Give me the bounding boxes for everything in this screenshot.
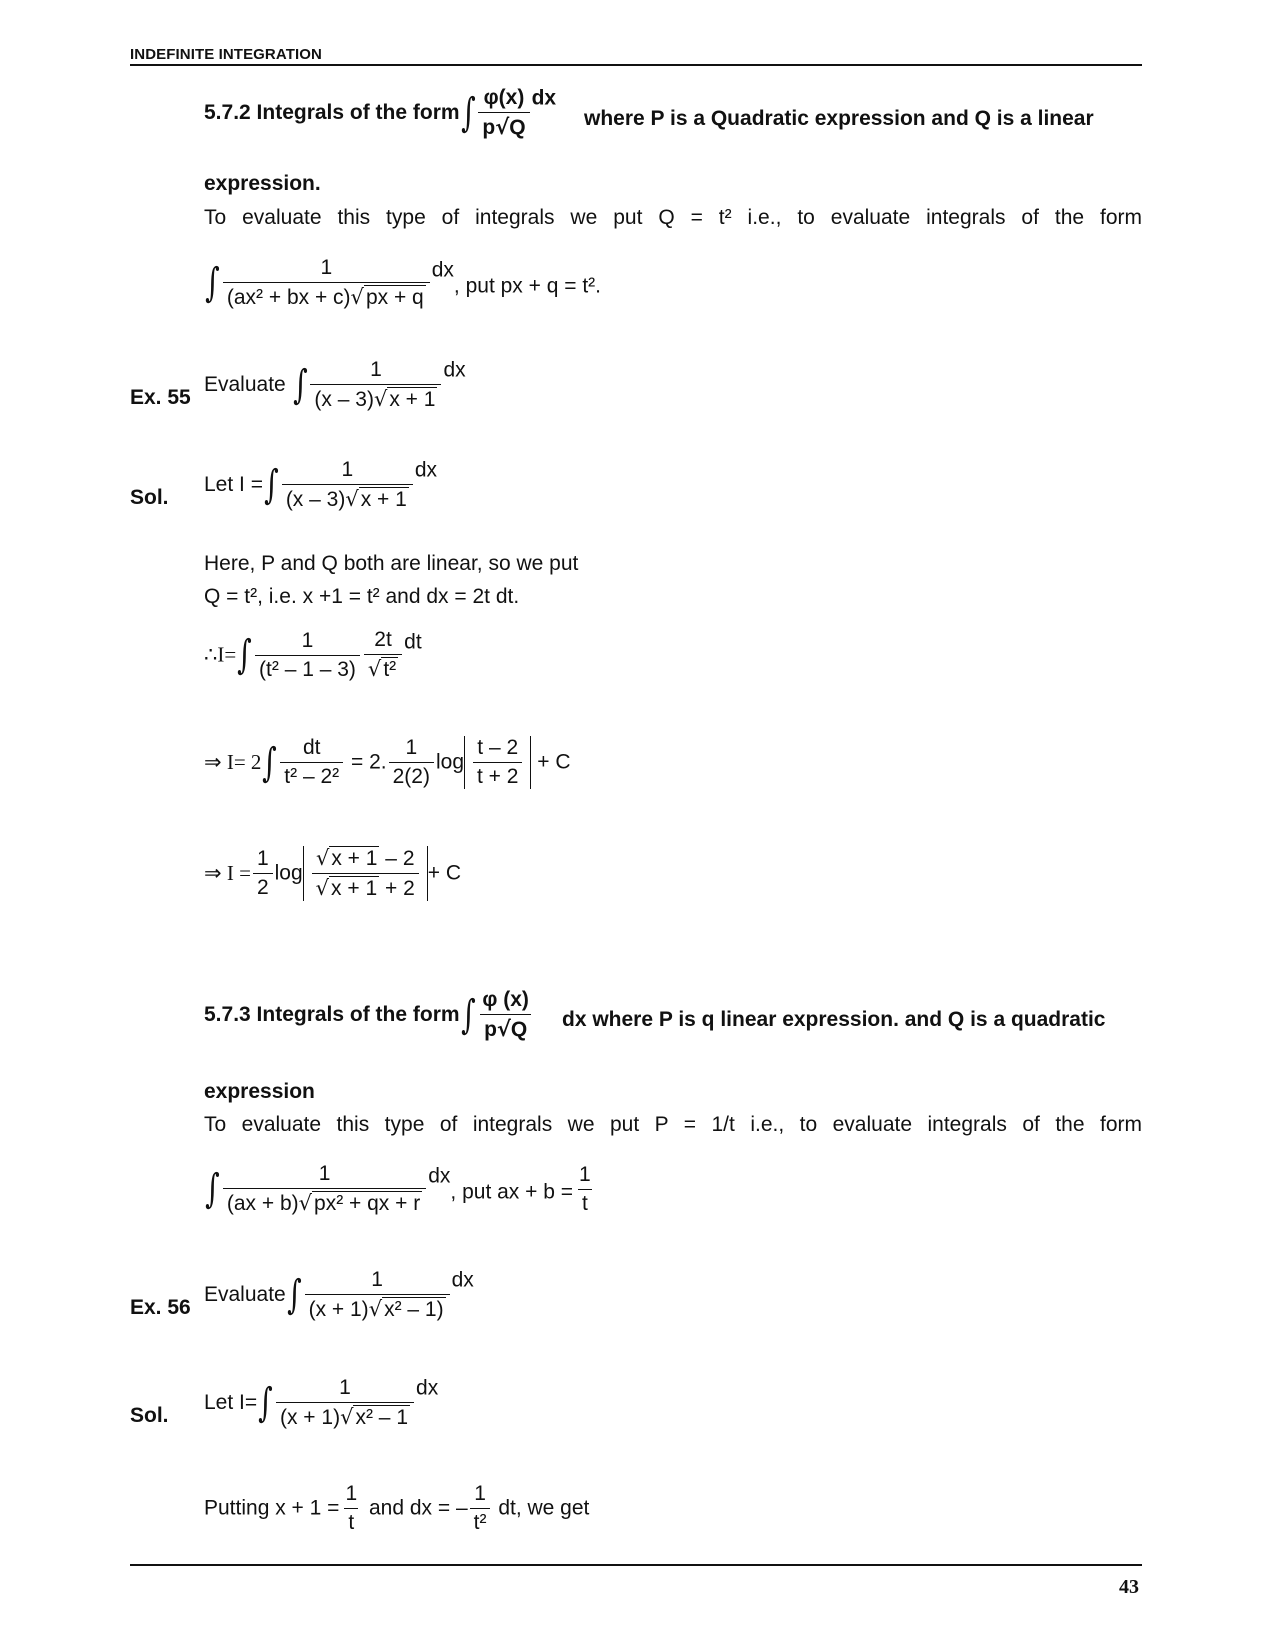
integral-sign: ∫: [262, 739, 278, 786]
solution-56-let: Let I=∫ $\frac{1}{\text{(x + 1)√x² – 1}}$ dx: [204, 1376, 439, 1429]
example-56-problem: Evaluate∫ $\frac{1}{\text{(x + 1)√x² – 1)}}$ dx: [204, 1268, 474, 1321]
integral-sign: ∫: [205, 260, 220, 306]
page-number: 43: [1119, 1576, 1139, 1598]
integral-sign: ∫: [292, 362, 308, 408]
section-572-lead: 5.7.2 Integrals of the form: [204, 101, 460, 124]
section-573-heading: 5.7.3 Integrals of the form∫ $\frac{\varphi (x)}{p√Q}$: [204, 988, 535, 1042]
section-572-formula: ∫ $\frac{1}{\text{(ax² + bx + c)√px + q}}$ dx, put px + q = t².: [205, 256, 602, 309]
integral-sign: ∫: [264, 462, 279, 508]
solution-56-putting: Putting x + 1 = $\frac{1}{t}$ and dx = – $\frac{1}{\text{t²}}$ dt, we get: [204, 1482, 590, 1534]
integral-sign: ∫: [286, 1272, 302, 1318]
solution-55-step3: ⇒ I = $\frac{1}{2}$ log $\frac{√x + 1 - 2}{√x + 1 + 2}$ + C: [204, 846, 462, 900]
solution-56-label: Sol.: [130, 1404, 169, 1427]
absolute-value-bars: $\frac{t - 2}{t + 2}$: [464, 736, 531, 789]
integral-sign: ∫: [237, 632, 252, 678]
section-572-dx: dx: [531, 86, 557, 110]
solution-55-let: Let I =∫ $\frac{1}{(x - 3)√x + 1}$ dx: [204, 458, 438, 511]
running-header: INDEFINITE INTEGRATION: [130, 46, 322, 63]
section-572-tail: where P is a Quadratic expression and Q is a linear: [584, 107, 1094, 130]
example-55-label: Ex. 55: [130, 386, 191, 409]
section-572-fraction: $\frac{\varphi(x)}{p√Q}$: [478, 86, 529, 140]
example-55-problem: Evaluate ∫ $\frac{1}{(x - 3)√x + 1}$ dx: [204, 358, 466, 411]
section-572-text: To evaluate this type of integrals we put Q = t² i.e., to evaluate integrals of the form: [204, 206, 1142, 229]
integral-sign: ∫: [460, 992, 476, 1038]
integral-sign: ∫: [205, 1166, 220, 1212]
example-56-label: Ex. 56: [130, 1296, 191, 1319]
section-573-formula: ∫ $\frac{1}{\text{(ax + b)√px² + qx + r}}$ dx, put ax + b = $\frac{1}{t}$: [205, 1162, 591, 1215]
footer-rule: [130, 1564, 1142, 1566]
section-573-tail2: expression: [204, 1080, 315, 1103]
section-573-tail: dx where P is q linear expression. and Q is a quadratic: [562, 1008, 1106, 1031]
integral-sign: ∫: [258, 1380, 273, 1426]
solution-55-step1: ∴I=∫ $\frac{1}{\text{(t² – 1 – 3)}}$ $\frac{2t}{\text{√t²}}$ dt: [204, 628, 422, 681]
section-572-heading: [204, 86, 556, 140]
solution-55-step2: ⇒ I= 2∫ $\frac{dt}{\text{t² – 2²}}$ = 2. $\frac{1}{2(2)}$ log $\frac{t - 2}{t + 2}$ + C: [204, 736, 571, 788]
header-rule: [130, 64, 1142, 66]
section-572-tail2: expression.: [204, 172, 321, 195]
solution-55-label: Sol.: [130, 486, 169, 509]
section-573-fraction: $\frac{\varphi (x)}{p√Q}$: [478, 988, 533, 1042]
absolute-value-bars: $\frac{√x + 1 - 2}{√x + 1 + 2}$: [303, 846, 428, 901]
integral-sign: ∫: [460, 90, 476, 136]
solution-55-line2: Q = t², i.e. x +1 = t² and dx = 2t dt.: [204, 585, 520, 608]
section-573-text: To evaluate this type of integrals we put P = 1/t i.e., to evaluate integrals of the form: [204, 1113, 1142, 1136]
solution-55-line1: Here, P and Q both are linear, so we put: [204, 552, 579, 575]
